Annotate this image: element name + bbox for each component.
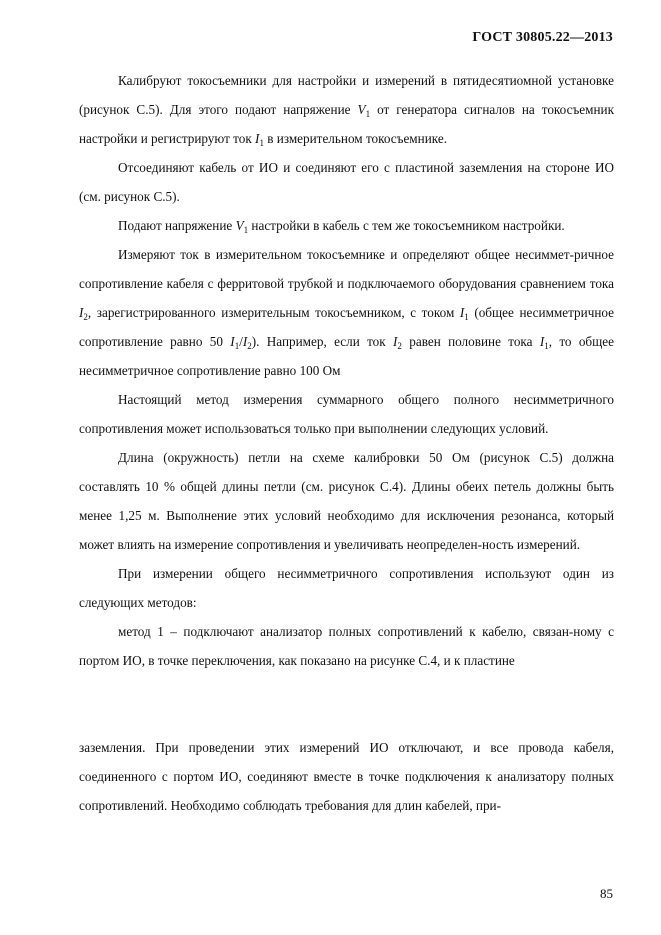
paragraph-method-1: метод 1 – подключают анализатор полных сопротивлений к кабелю, связан-ному с портом ИО, в точке переключения, как показано на рисунке С.4, и к пластине [79, 624, 614, 668]
page-gap [79, 675, 614, 733]
page-number: 85 [600, 886, 613, 901]
paragraph-measurement: Измеряют ток в измерительном токосъемнике и определяют общее несиммет-ричное сопротивление кабеля с ферритовой трубкой и подключаемого оборудования сравнением тока $I_2$, зарегистрированного измерительным токосъемником, с током $I_1$ (общее несимметричное сопротивление равно 50 $I_1/I_2$). Например, если ток $I_2$ равен половине тока $I_1$, то общее несимметричное сопротивление равно 100 Ом [79, 247, 615, 378]
paragraph-grounding: заземления. При проведении этих измерений ИО отключают, и все провода кабеля, соединенного с портом ИО, соединяют вместе в точке подключения к анализатору полных сопротивлений. Необходимо соблюдать требования для длин кабелей, при- [79, 740, 614, 813]
document-header: ГОСТ 30805.22—2013 [472, 30, 613, 45]
paragraph-methods-intro: При измерении общего несимметричного сопротивления используют один из следующих методов: [79, 566, 614, 610]
paragraph-calibration: Калибруют токосъемники для настройки и измерений в пятидесятиомной установке (рисунок С.5). Для этого подают напряжение $V_1$ от генератора сигналов на токосъемник настройки и регистрируют ток $I_1$ в измерительном токосъемнике. [79, 73, 614, 148]
paragraph-disconnect: Отсоединяют кабель от ИО и соединяют его с пластиной заземления на стороне ИО (см. рисунок С.5). [79, 160, 614, 204]
paragraph-method-conditions: Настоящий метод измерения суммарного общего полного несимметричного сопротивления может использоваться только при выполнении следующих условий. [79, 392, 614, 436]
paragraph-voltage: Подают напряжение $V_1$ настройки в кабель с тем же токосъемником настройки. [118, 218, 565, 235]
document-body [79, 66, 614, 820]
paragraph-loop-length: Длина (окружность) петли на схеме калибровки 50 Ом (рисунок С.5) должна составлять 10 % общей длины петли (см. рисунок С.4). Длины обеих петель должны быть менее 1,25 м. Выполнение этих условий необходимо для исключения резонанса, который может влиять на измерение сопротивления и увеличивать неопределен-ность измерений. [79, 450, 614, 552]
